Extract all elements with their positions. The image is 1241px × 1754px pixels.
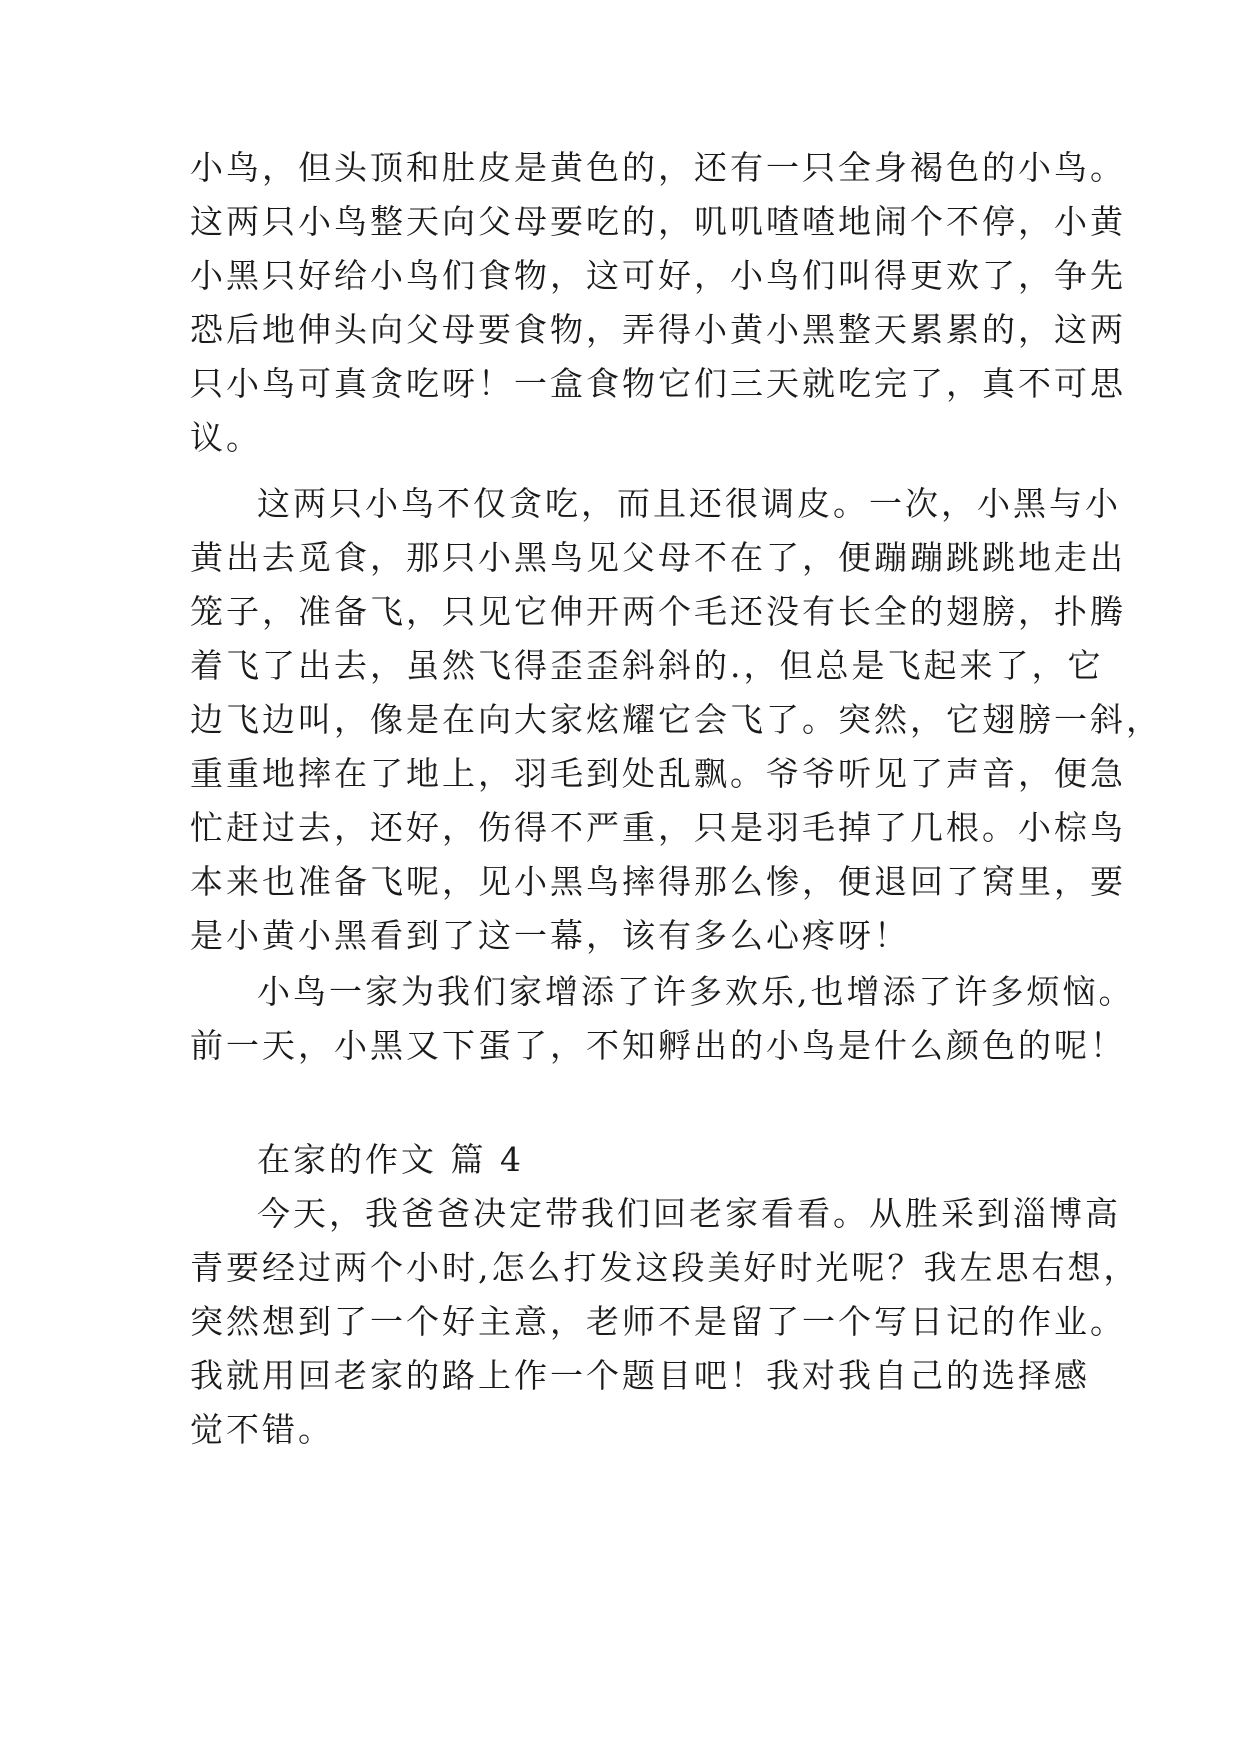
text-line: 笼子，准备飞，只见它伸开两个毛还没有长全的翅膀，扑腾 xyxy=(190,592,1126,631)
section-heading: 在家的作文 篇 4 xyxy=(257,1140,524,1179)
text-line: 这两只小鸟整天向父母要吃的，叽叽喳喳地闹个不停，小黄 xyxy=(190,202,1126,241)
text-line: 议。 xyxy=(190,418,262,457)
text-line: 青要经过两个小时,怎么打发这段美好时光呢？我左思右想， xyxy=(190,1248,1140,1287)
text-line: 边飞边叫，像是在向大家炫耀它会飞了。突然，它翅膀一斜， xyxy=(190,700,1162,739)
text-line: 小鸟，但头顶和肚皮是黄色的，还有一只全身褐色的小鸟。 xyxy=(190,148,1126,187)
text-line: 是小黄小黑看到了这一幕，该有多么心疼呀！ xyxy=(190,916,910,955)
text-line: 本来也准备飞呢，见小黑鸟摔得那么惨，便退回了窝里，要 xyxy=(190,862,1126,901)
text-line: 黄出去觅食，那只小黑鸟见父母不在了，便蹦蹦跳跳地走出 xyxy=(190,538,1126,577)
text-line: 恐后地伸头向父母要食物，弄得小黄小黑整天累累的，这两 xyxy=(190,310,1126,349)
text-line: 着飞了出去，虽然飞得歪歪斜斜的.，但总是飞起来了，它 xyxy=(190,646,1104,685)
text-line: 小黑只好给小鸟们食物，这可好，小鸟们叫得更欢了，争先 xyxy=(190,256,1126,295)
text-line: 只小鸟可真贪吃呀！一盒食物它们三天就吃完了，真不可思 xyxy=(190,364,1126,403)
text-line: 这两只小鸟不仅贪吃，而且还很调皮。一次，小黑与小 xyxy=(257,484,1121,523)
text-line: 我就用回老家的路上作一个题目吧！我对我自己的选择感 xyxy=(190,1356,1090,1395)
text-line: 小鸟一家为我们家增添了许多欢乐,也增添了许多烦恼。 xyxy=(257,972,1135,1011)
text-line: 忙赶过去，还好，伤得不严重，只是羽毛掉了几根。小棕鸟 xyxy=(190,808,1126,847)
text-line: 重重地摔在了地上，羽毛到处乱飘。爷爷听见了声音，便急 xyxy=(190,754,1126,793)
text-line: 突然想到了一个好主意，老师不是留了一个写日记的作业。 xyxy=(190,1302,1126,1341)
text-line: 前一天，小黑又下蛋了，不知孵出的小鸟是什么颜色的呢！ xyxy=(190,1026,1126,1065)
text-line: 今天，我爸爸决定带我们回老家看看。从胜采到淄博高 xyxy=(257,1194,1121,1233)
text-line: 觉不错。 xyxy=(190,1410,334,1449)
